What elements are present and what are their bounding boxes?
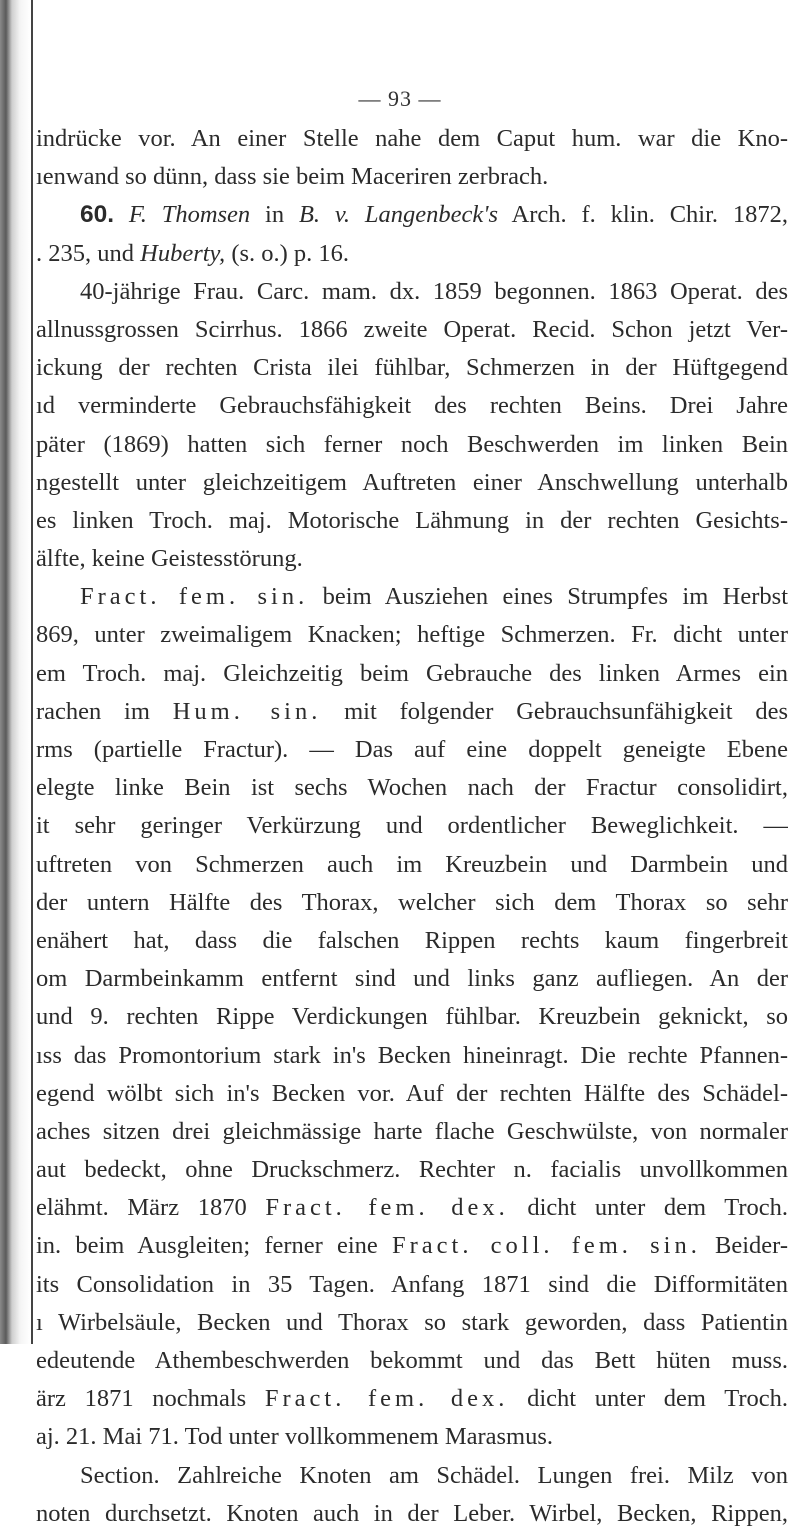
text-fragment: dicht unter dem Troch. xyxy=(508,1385,788,1413)
text-line: Section. Zahlreiche Knoten am Schädel. Lungen frei. Milz von xyxy=(80,1461,788,1489)
text-line: elegte linke Bein ist sechs Wochen nach der Fractur consolidirt, xyxy=(36,774,788,802)
body-text xyxy=(36,120,788,1533)
text-line: ngestellt unter gleichzeitigem Auftreten einer Anschwellung unterhalb xyxy=(36,468,788,496)
text-line: 40-jährige Frau. Carc. mam. dx. 1859 begonnen. 1863 Operat. des xyxy=(80,277,788,305)
text-line: ickung der rechten Crista ilei fühlbar, Schmerzen in der Hüftgegend xyxy=(36,354,788,382)
text-line: aj. 21. Mai 71. Tod unter vollkommenem Marasmus. xyxy=(36,1423,554,1451)
book-binding-shadow xyxy=(0,0,34,1344)
text-line: aut bedeckt, ohne Druckschmerz. Rechter n. facialis unvollkommen xyxy=(36,1156,788,1184)
text-fragment: beim Ausziehen eines Strumpfes im Herbst xyxy=(308,583,788,611)
text-fragment: dicht unter dem Troch. xyxy=(508,1194,788,1222)
text-line: und 9. rechten Rippe Verdickungen fühlbar. Kreuzbein geknickt, so xyxy=(36,1003,788,1031)
cited-author: Huberty, xyxy=(140,239,226,267)
text-line: noten durchsetzt. Knoten auch in der Leber. Wirbel, Becken, Rippen, xyxy=(36,1499,788,1527)
text-fragment: Beider- xyxy=(700,1232,788,1260)
text-line xyxy=(36,235,788,273)
text-line: ıss das Promontorium stark in's Becken hineinragt. Die rechte Pfannen- xyxy=(36,1041,788,1069)
text-fragment: rachen im xyxy=(36,697,173,725)
fracture-term: Fract. coll. fem. sin. xyxy=(392,1232,701,1260)
text-fragment: (s. o.) p. 16. xyxy=(225,239,350,267)
fracture-term: Fract. fem. sin. xyxy=(80,583,309,611)
text-line: es linken Troch. maj. Motorische Lähmung in der rechten Gesichts- xyxy=(36,506,788,534)
journal-name: B. v. Langenbeck's xyxy=(298,201,499,229)
author-name: F. Thomsen xyxy=(128,201,251,229)
page-number: — 93 — xyxy=(358,86,442,111)
fracture-term: Fract. fem. dex. xyxy=(264,1385,509,1413)
text-line: ıenwand so dünn, dass sie beim Maceriren zerbrach. xyxy=(36,163,549,191)
text-fragment: Arch. f. klin. Chir. 1872, xyxy=(498,201,788,229)
fracture-term: Fract. fem. dex. xyxy=(265,1194,509,1222)
text-line: egend wölbt sich in's Becken vor. Auf der rechten Hälfte des Schädel- xyxy=(36,1079,788,1107)
fracture-term: Hum. sin. xyxy=(172,697,322,725)
text-line: päter (1869) hatten sich ferner noch Beschwerden im linken Bein xyxy=(36,430,788,458)
case-heading-line xyxy=(36,196,788,234)
text-line: ı Wirbelsäule, Becken und Thorax so stark geworden, dass Patientin xyxy=(36,1308,788,1336)
text-line xyxy=(36,693,788,731)
text-fragment: in xyxy=(250,201,299,229)
text-fragment: ärz 1871 nochmals xyxy=(36,1385,265,1413)
text-line: der untern Hälfte des Thorax, welcher sich dem Thorax so sehr xyxy=(36,888,788,916)
case-number: 60. xyxy=(80,201,115,229)
text-line: em Troch. maj. Gleichzeitig beim Gebrauche des linken Armes ein xyxy=(36,659,788,687)
text-line: it sehr geringer Verkürzung und ordentlicher Beweglichkeit. — xyxy=(36,812,788,840)
text-line xyxy=(36,1189,788,1227)
text-line: rms (partielle Fractur). — Das auf eine doppelt geneigte Ebene xyxy=(36,736,788,763)
text-line xyxy=(36,1227,788,1265)
text-line: enähert hat, dass die falschen Rippen rechts kaum fingerbreit xyxy=(36,926,788,954)
text-line: aches sitzen drei gleichmässige harte flache Geschwülste, von normaler xyxy=(36,1117,788,1145)
text-line: 869, unter zweimaligem Knacken; heftige Schmerzen. Fr. dicht unter xyxy=(36,621,788,649)
text-line: om Darmbeinkamm entfernt sind und links ganz aufliegen. An der xyxy=(36,965,788,993)
text-line: indrücke vor. An einer Stelle nahe dem Caput hum. war die Kno- xyxy=(36,125,788,152)
text-line: allnussgrossen Scirrhus. 1866 zweite Operat. Recid. Schon jetzt Ver- xyxy=(36,315,788,343)
text-fragment: elähmt. März 1870 xyxy=(36,1194,266,1222)
text-line: ıd verminderte Gebrauchsfähigkeit des rechten Beins. Drei Jahre xyxy=(36,392,788,420)
binding-edge xyxy=(31,0,33,1344)
text-line: älfte, keine Geistesstörung. xyxy=(36,545,303,573)
text-line: its Consolidation in 35 Tagen. Anfang 1871 sind die Difformitäten xyxy=(36,1270,788,1298)
text-fragment: in. beim Ausgleiten; ferner eine xyxy=(36,1232,392,1260)
text-line: edeutende Athembeschwerden bekommt und das Bett hüten muss. xyxy=(36,1347,788,1374)
text-line xyxy=(36,578,788,616)
text-line: uftreten von Schmerzen auch im Kreuzbein und Darmbein und xyxy=(36,850,788,878)
text-line xyxy=(36,1380,788,1418)
text-fragment: . 235, und xyxy=(36,239,141,267)
text-fragment: mit folgender Gebrauchsunfähigkeit des xyxy=(321,697,788,725)
